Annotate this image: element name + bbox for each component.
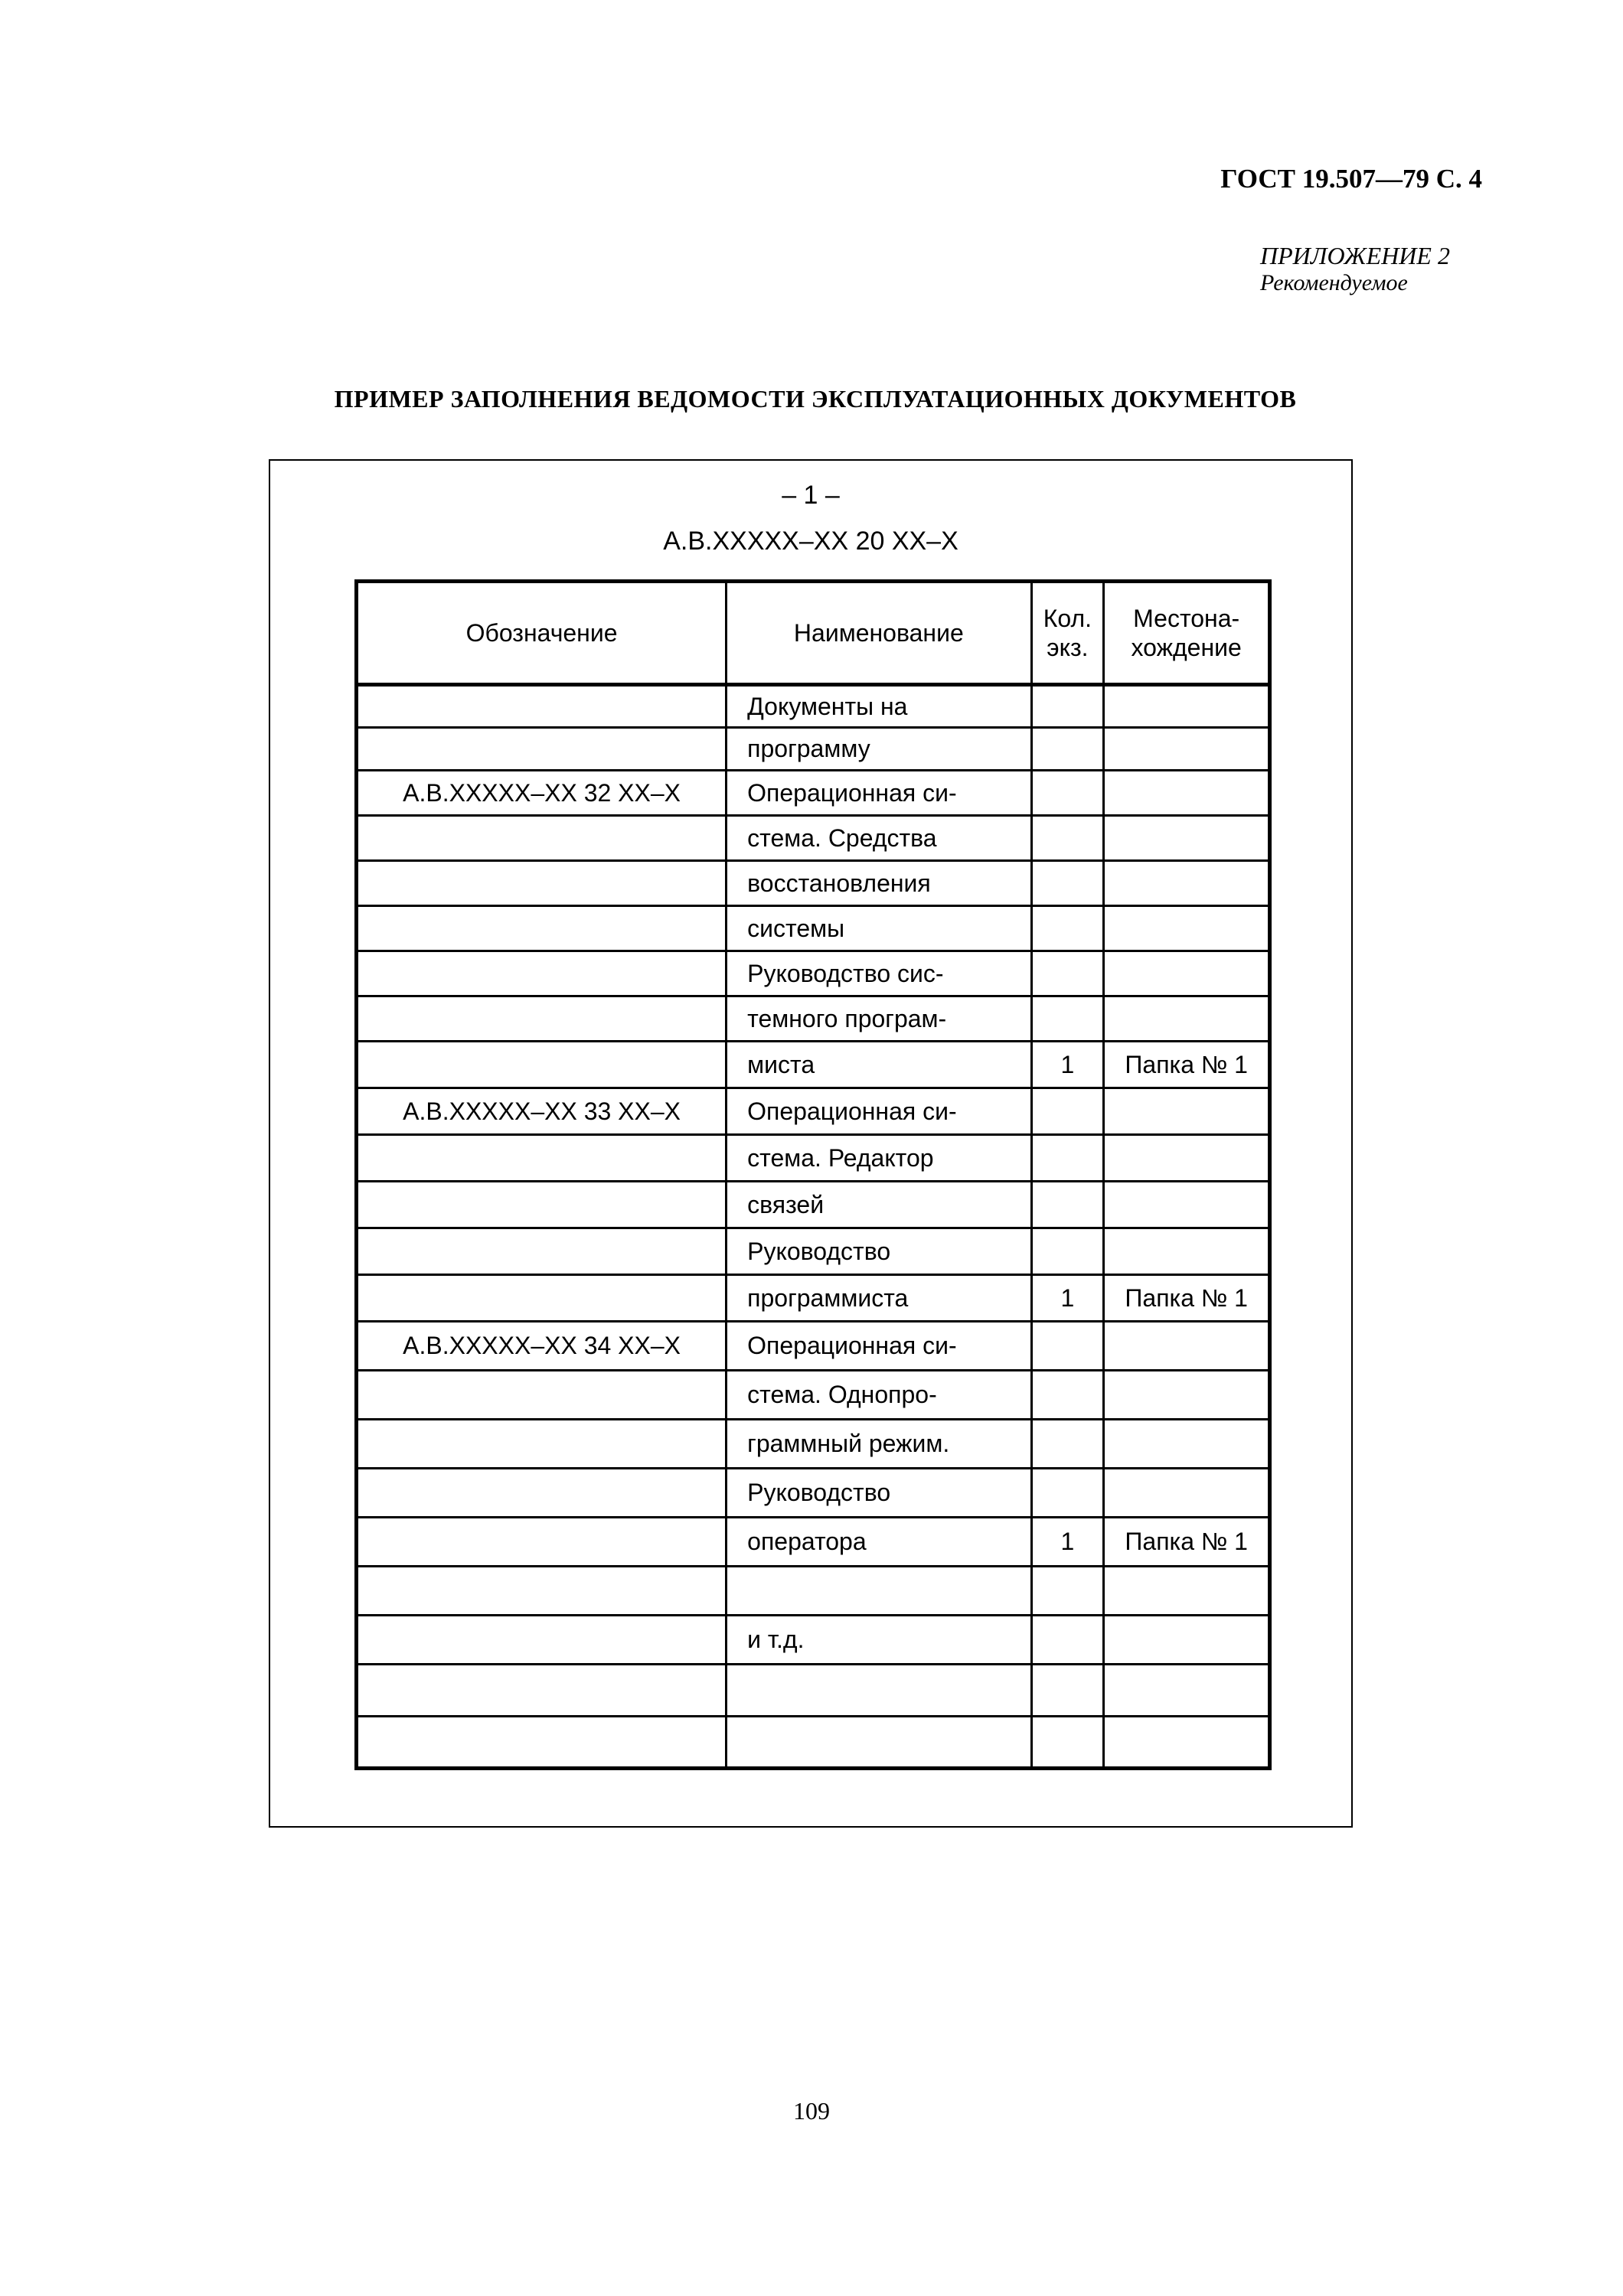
document-title: ПРИМЕР ЗАПОЛНЕНИЯ ВЕДОМОСТИ ЭКСПЛУАТАЦИОННЫХ ДОКУМЕНТОВ [334,385,1297,413]
cell-quantity [1031,1182,1104,1228]
cell-name: Документы на [727,685,1031,728]
cell-location [1104,1717,1270,1769]
cell-name: Руководство сис- [727,951,1031,996]
appendix-status: Рекомендуемое [1260,270,1408,295]
cell-quantity [1031,906,1104,951]
cell-designation [357,1567,727,1616]
cell-location [1104,861,1270,906]
cell-location [1104,1182,1270,1228]
table-row [357,1665,1270,1717]
cell-name: стема. Редактор [727,1135,1031,1182]
cell-designation [357,1042,727,1088]
table-row [357,1717,1270,1769]
cell-location [1104,996,1270,1042]
cell-location [1104,1616,1270,1665]
cell-location [1104,816,1270,861]
cell-designation: А.В.XXXXX–ХХ 34 ХХ–Х [357,1322,727,1371]
cell-quantity [1031,1469,1104,1518]
table-row [357,1042,1270,1088]
cell-designation [357,1469,727,1518]
cell-location: Папка № 1 [1104,1518,1270,1567]
cell-designation [357,1182,727,1228]
table-row [357,1616,1270,1665]
cell-name: стема. Средства [727,816,1031,861]
cell-quantity [1031,1665,1104,1717]
cell-name [727,1665,1031,1717]
cell-quantity [1031,685,1104,728]
column-header-name: Наименование [727,582,1031,685]
cell-designation: А.В.XXXXX–ХХ 32 ХХ–Х [357,771,727,816]
cell-designation [357,1275,727,1322]
table-header-row [357,582,1270,685]
cell-quantity [1031,951,1104,996]
cell-name: Операционная си- [727,771,1031,816]
cell-name: Руководство [727,1469,1031,1518]
cell-designation [357,1228,727,1275]
cell-designation [357,1135,727,1182]
cell-designation [357,906,727,951]
table-row [357,1420,1270,1469]
cell-name [727,1567,1031,1616]
cell-designation [357,1717,727,1769]
cell-designation [357,728,727,771]
cell-location [1104,1135,1270,1182]
table-row [357,771,1270,816]
cell-location [1104,728,1270,771]
cell-designation [357,816,727,861]
table-row [357,1088,1270,1135]
table-row [357,1322,1270,1371]
example-frame [269,459,1353,1828]
cell-name: восстановления [727,861,1031,906]
column-header-quantity-line1: Кол. [1043,605,1092,632]
cell-quantity [1031,1088,1104,1135]
cell-quantity [1031,728,1104,771]
column-header-quantity [1031,582,1104,685]
cell-designation [357,685,727,728]
cell-designation [357,996,727,1042]
page-number: 109 [793,2097,830,2125]
column-header-location-line2: хождение [1131,634,1242,661]
cell-designation [357,1665,727,1717]
table-row [357,1469,1270,1518]
table-row [357,1228,1270,1275]
table-row [357,1275,1270,1322]
table-row [357,1135,1270,1182]
cell-name [727,1717,1031,1769]
cell-location [1104,1469,1270,1518]
column-header-designation: Обозначение [357,582,727,685]
table-row [357,861,1270,906]
cell-designation [357,1420,727,1469]
appendix-label-block [1260,242,1450,297]
cell-location [1104,951,1270,996]
table-row [357,1371,1270,1420]
cell-location [1104,1088,1270,1135]
standard-code: ГОСТ 19.507—79 С. 4 [1220,164,1482,194]
cell-designation [357,861,727,906]
cell-quantity [1031,1371,1104,1420]
cell-quantity: 1 [1031,1042,1104,1088]
cell-location [1104,1420,1270,1469]
table-row [357,728,1270,771]
cell-quantity [1031,1228,1104,1275]
cell-designation [357,1616,727,1665]
cell-name: программиста [727,1275,1031,1322]
table-row [357,996,1270,1042]
cell-name: темного програм- [727,996,1031,1042]
cell-location: Папка № 1 [1104,1042,1270,1088]
table-row [357,906,1270,951]
cell-location [1104,1665,1270,1717]
sheet-document-code: А.В.XXXXX–ХХ 20 ХХ–Х [663,527,958,556]
cell-name: оператора [727,1518,1031,1567]
cell-name: миста [727,1042,1031,1088]
cell-designation [357,1518,727,1567]
cell-quantity [1031,771,1104,816]
cell-name: Руководство [727,1228,1031,1275]
column-header-location [1104,582,1270,685]
column-header-quantity-line2: экз. [1047,634,1089,661]
table-row [357,816,1270,861]
cell-location [1104,1371,1270,1420]
cell-location [1104,1567,1270,1616]
cell-quantity [1031,1135,1104,1182]
table-row [357,1567,1270,1616]
sheet-number: – 1 – [782,481,840,510]
cell-designation: А.В.XXXXX–ХХ 33 ХХ–Х [357,1088,727,1135]
cell-quantity [1031,1616,1104,1665]
cell-location: Папка № 1 [1104,1275,1270,1322]
appendix-label: ПРИЛОЖЕНИЕ 2 [1260,242,1450,269]
cell-quantity [1031,816,1104,861]
cell-name: стема. Однопро- [727,1371,1031,1420]
cell-quantity [1031,996,1104,1042]
documents-ledger-table [354,579,1272,1770]
cell-name: Операционная си- [727,1322,1031,1371]
cell-name: Операционная си- [727,1088,1031,1135]
cell-quantity [1031,1420,1104,1469]
cell-quantity [1031,861,1104,906]
table-row [357,951,1270,996]
column-header-location-line1: Местона- [1133,605,1240,632]
table-row [357,1182,1270,1228]
cell-designation [357,1371,727,1420]
cell-name: программу [727,728,1031,771]
cell-location [1104,1228,1270,1275]
cell-designation [357,951,727,996]
cell-name: связей [727,1182,1031,1228]
cell-name: граммный режим. [727,1420,1031,1469]
cell-quantity [1031,1567,1104,1616]
cell-location [1104,685,1270,728]
cell-location [1104,771,1270,816]
cell-location [1104,906,1270,951]
cell-name: и т.д. [727,1616,1031,1665]
cell-quantity [1031,1717,1104,1769]
cell-quantity: 1 [1031,1518,1104,1567]
table-row [357,685,1270,728]
cell-location [1104,1322,1270,1371]
cell-quantity: 1 [1031,1275,1104,1322]
table-body [357,685,1270,1769]
cell-quantity [1031,1322,1104,1371]
cell-name: системы [727,906,1031,951]
table-row [357,1518,1270,1567]
